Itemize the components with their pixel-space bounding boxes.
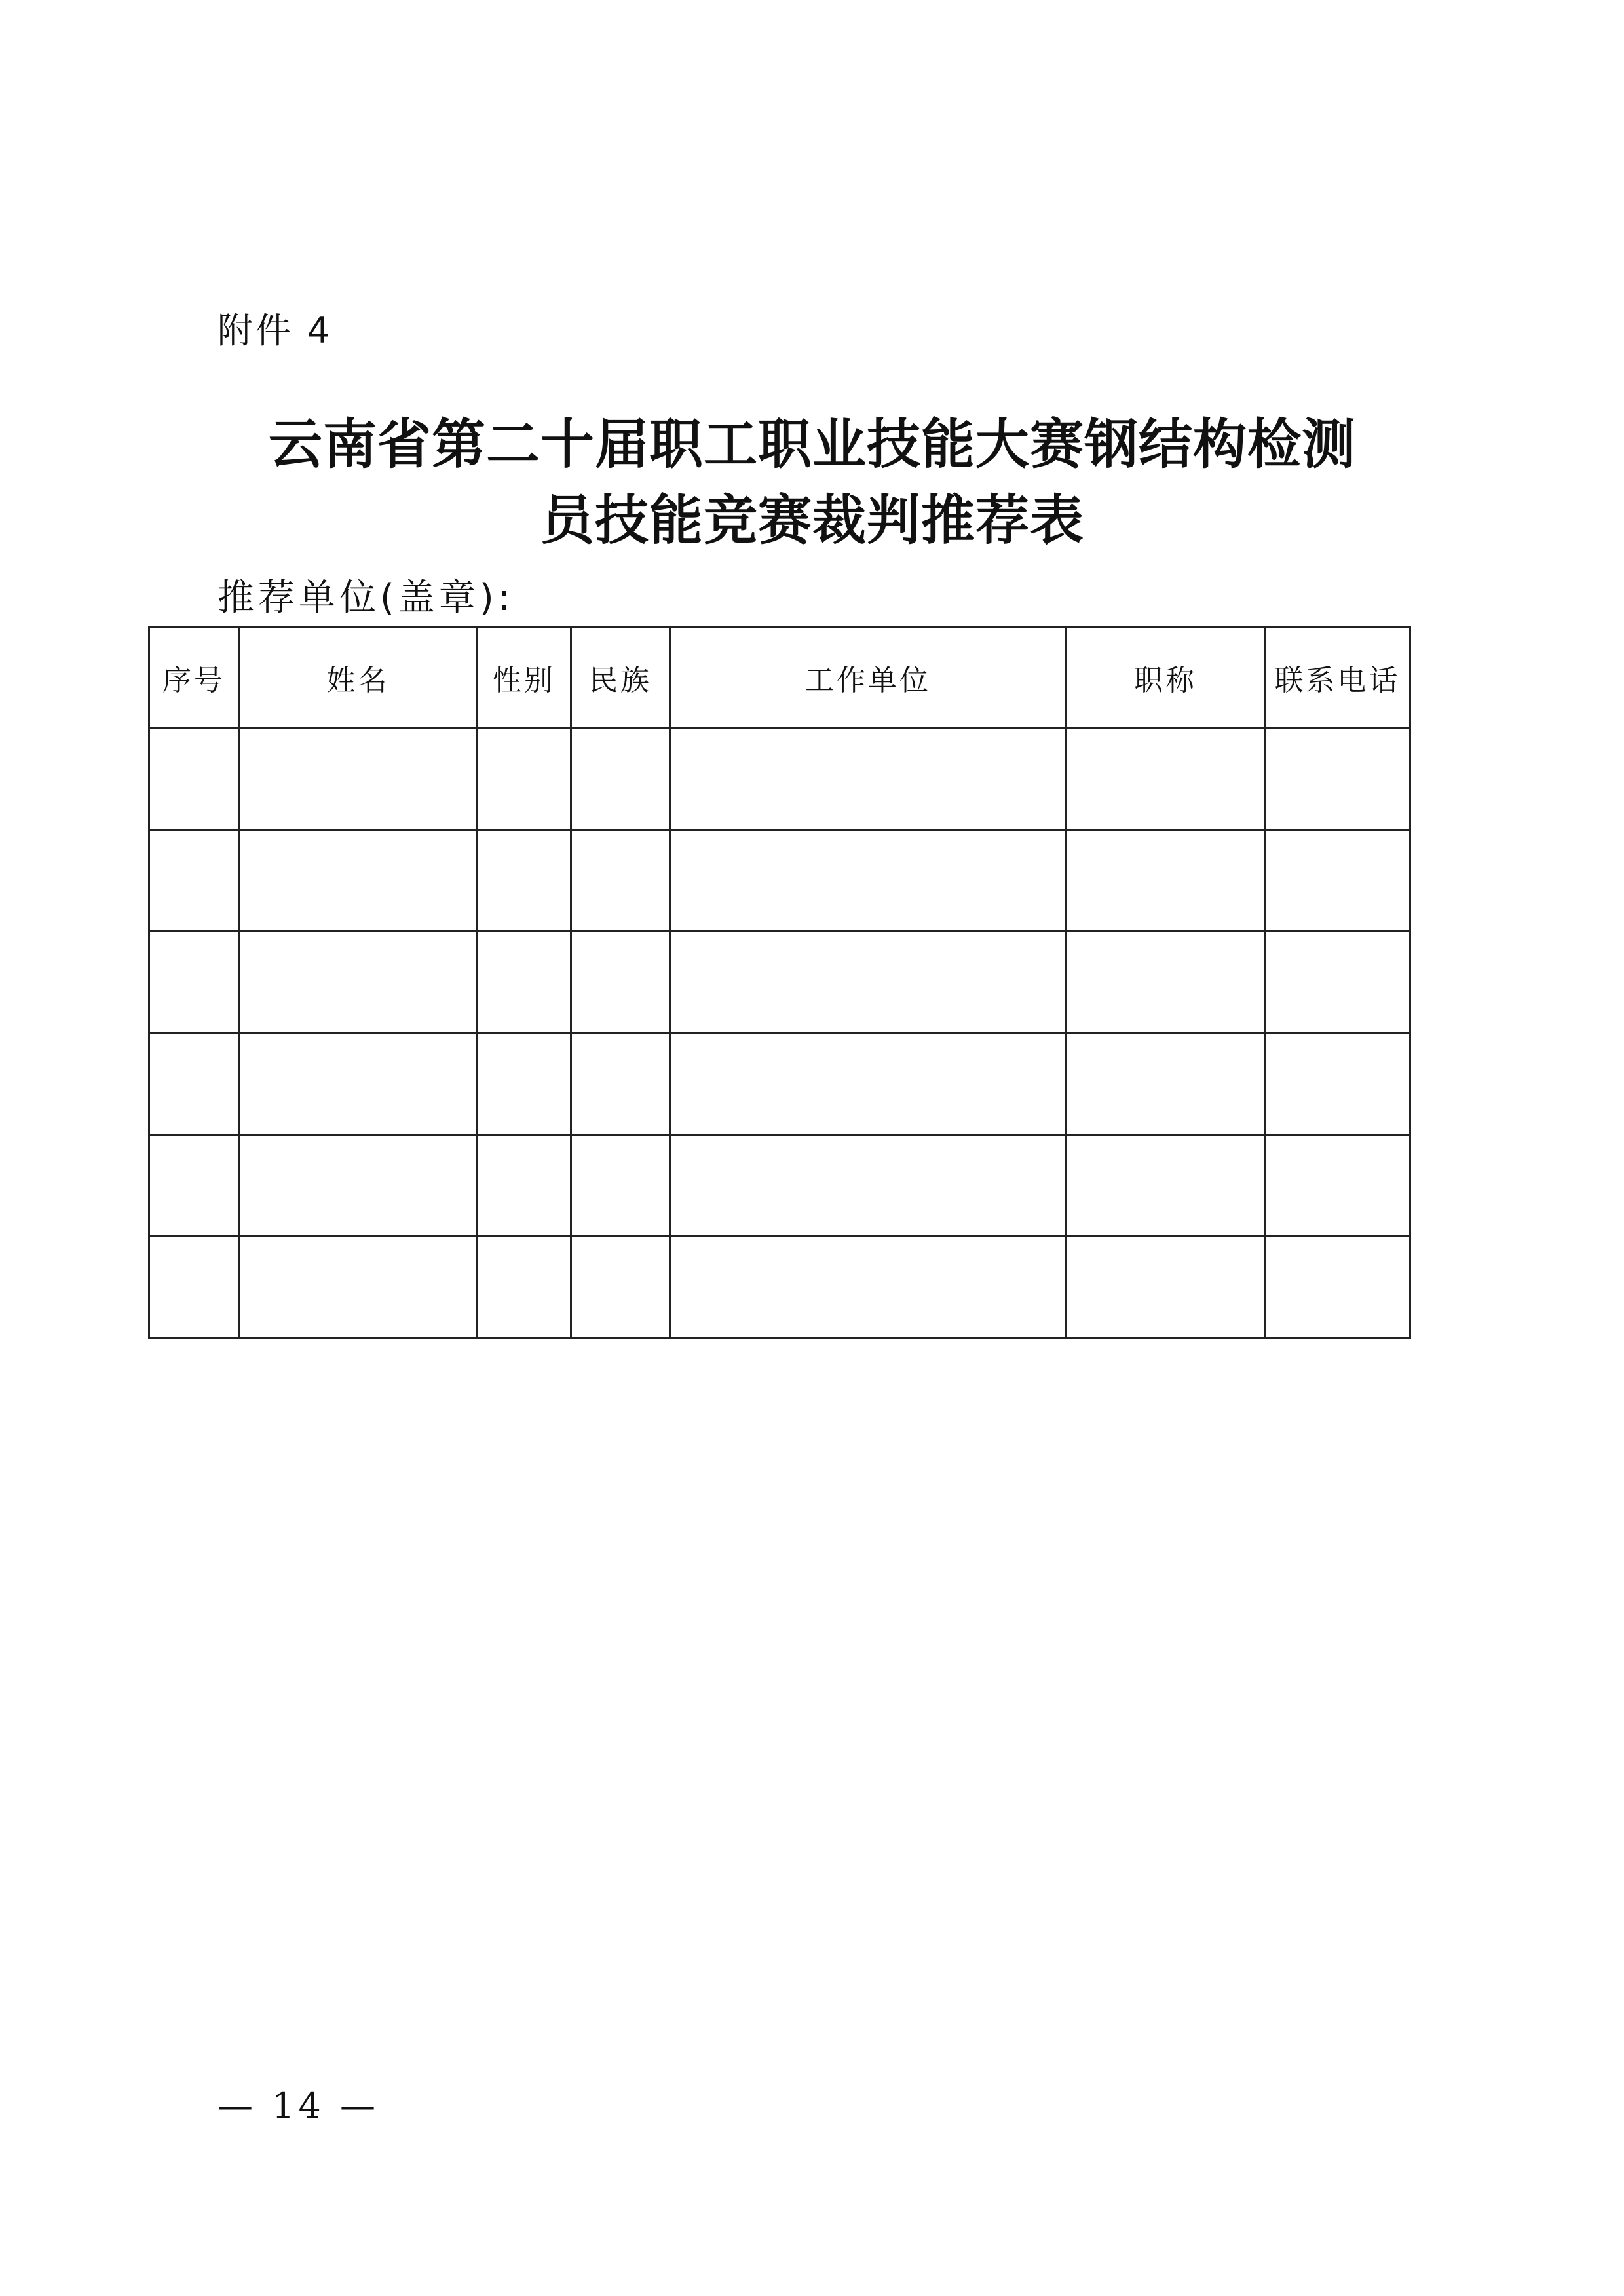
cell-gender[interactable]: [478, 729, 571, 830]
cell-serial-number[interactable]: [149, 1033, 239, 1135]
cell-name[interactable]: [239, 729, 478, 830]
cell-ethnicity[interactable]: [571, 1236, 670, 1338]
cell-job-title[interactable]: [1067, 1135, 1265, 1236]
title-line-2: 员技能竞赛裁判推荐表: [540, 489, 1084, 552]
cell-ethnicity[interactable]: [571, 729, 670, 830]
cell-phone[interactable]: [1265, 729, 1410, 830]
cell-serial-number[interactable]: [149, 1135, 239, 1236]
cell-work-unit[interactable]: [670, 1236, 1067, 1338]
cell-ethnicity[interactable]: [571, 932, 670, 1033]
page-title: [131, 406, 1494, 558]
table-row: [149, 1033, 1410, 1135]
cell-serial-number[interactable]: [149, 830, 239, 932]
header-work-unit: 工作单位: [670, 627, 1067, 729]
table-row: [149, 729, 1410, 830]
cell-gender[interactable]: [478, 932, 571, 1033]
table-row: [149, 830, 1410, 932]
header-job-title: 职称: [1067, 627, 1265, 729]
table-row: [149, 1135, 1410, 1236]
table-row: [149, 1236, 1410, 1338]
cell-job-title[interactable]: [1067, 830, 1265, 932]
table-row: [149, 932, 1410, 1033]
header-ethnicity: 民族: [571, 627, 670, 729]
cell-work-unit[interactable]: [670, 932, 1067, 1033]
header-name: 姓名: [239, 627, 478, 729]
referee-recommendation-table: [148, 626, 1411, 1339]
header-phone: 联系电话: [1265, 627, 1410, 729]
cell-name[interactable]: [239, 830, 478, 932]
cell-serial-number[interactable]: [149, 729, 239, 830]
cell-phone[interactable]: [1265, 1236, 1410, 1338]
cell-gender[interactable]: [478, 1033, 571, 1135]
cell-ethnicity[interactable]: [571, 830, 670, 932]
cell-gender[interactable]: [478, 1236, 571, 1338]
cell-gender[interactable]: [478, 830, 571, 932]
header-gender: 性别: [478, 627, 571, 729]
cell-gender[interactable]: [478, 1135, 571, 1236]
header-serial-number: 序号: [149, 627, 239, 729]
cell-job-title[interactable]: [1067, 729, 1265, 830]
cell-phone[interactable]: [1265, 830, 1410, 932]
title-line-1: 云南省第二十届职工职业技能大赛钢结构检测: [268, 413, 1356, 476]
cell-name[interactable]: [239, 1236, 478, 1338]
cell-name[interactable]: [239, 1033, 478, 1135]
cell-name[interactable]: [239, 1135, 478, 1236]
cell-serial-number[interactable]: [149, 932, 239, 1033]
cell-work-unit[interactable]: [670, 1033, 1067, 1135]
cell-job-title[interactable]: [1067, 932, 1265, 1033]
cell-serial-number[interactable]: [149, 1236, 239, 1338]
cell-work-unit[interactable]: [670, 729, 1067, 830]
cell-work-unit[interactable]: [670, 830, 1067, 932]
cell-work-unit[interactable]: [670, 1135, 1067, 1236]
table-header-row: [149, 627, 1410, 729]
cell-phone[interactable]: [1265, 1033, 1410, 1135]
cell-job-title[interactable]: [1067, 1236, 1265, 1338]
recommending-unit-label: 推荐单位(盖章):: [217, 577, 514, 619]
cell-ethnicity[interactable]: [571, 1135, 670, 1236]
attachment-label: 附件 4: [217, 310, 333, 351]
cell-name[interactable]: [239, 932, 478, 1033]
cell-phone[interactable]: [1265, 932, 1410, 1033]
cell-ethnicity[interactable]: [571, 1033, 670, 1135]
cell-phone[interactable]: [1265, 1135, 1410, 1236]
page-number: — 14 —: [217, 2085, 380, 2126]
cell-job-title[interactable]: [1067, 1033, 1265, 1135]
